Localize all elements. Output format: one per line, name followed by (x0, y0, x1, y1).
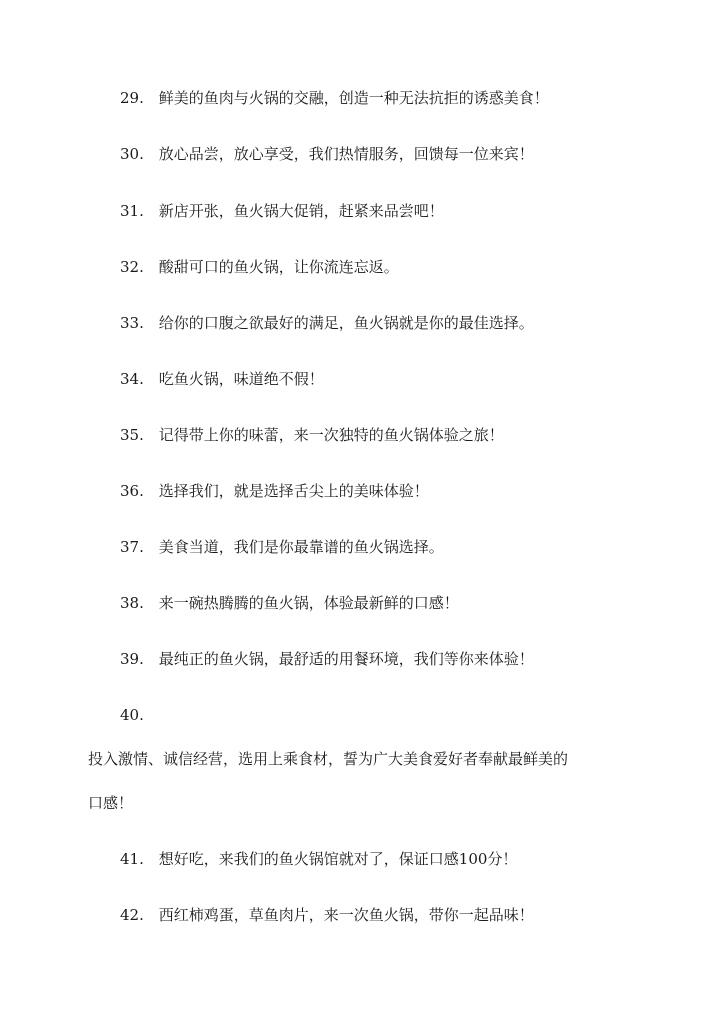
item-text: 想好吃，来我们的鱼火锅馆就对了，保证口感100分！ (158, 850, 518, 868)
list-item-29 (120, 88, 680, 108)
list-item-34 (120, 369, 680, 389)
list-item-36 (120, 481, 680, 501)
item-number: 41. (120, 850, 144, 868)
list-item-38 (120, 593, 680, 613)
list-item-41 (120, 849, 680, 869)
item-number: 34. (120, 370, 144, 388)
item-text: 吃鱼火锅，味道绝不假！ (158, 370, 324, 388)
item-text: 选择我们，就是选择舌尖上的美味体验！ (158, 482, 429, 500)
item-number: 38. (120, 594, 144, 612)
list-item-37 (120, 537, 680, 557)
item-text: 西红柿鸡蛋，草鱼肉片，来一次鱼火锅，带你一起品味！ (158, 906, 534, 924)
list-item-30 (120, 144, 680, 164)
item-number: 39. (120, 650, 144, 668)
item-text: 新店开张，鱼火锅大促销，赶紧来品尝吧！ (158, 202, 444, 220)
item-number: 29. (120, 89, 144, 107)
item-number: 32. (120, 258, 144, 276)
list-item-40-number (120, 705, 680, 725)
list-item-40-text-line-2: 口感！ (88, 794, 134, 812)
list-item-39 (120, 649, 680, 669)
item-number: 36. (120, 482, 144, 500)
list-item-33 (120, 313, 680, 333)
item-text: 酸甜可口的鱼火锅，让你流连忘返。 (158, 258, 399, 276)
item-text: 给你的口腹之欲最好的满足，鱼火锅就是你的最佳选择。 (158, 314, 534, 332)
item-text: 美食当道，我们是你最靠谱的鱼火锅选择。 (158, 538, 444, 556)
item-number: 33. (120, 314, 144, 332)
item-number: 42. (120, 906, 144, 924)
list-item-42 (120, 905, 680, 925)
item-text: 来一碗热腾腾的鱼火锅，体验最新鲜的口感！ (158, 594, 459, 612)
item-number: 30. (120, 145, 144, 163)
item-number: 35. (120, 426, 144, 444)
item-number: 31. (120, 202, 144, 220)
item-text: 记得带上你的味蕾，来一次独特的鱼火锅体验之旅！ (158, 426, 504, 444)
list-item-31 (120, 201, 680, 221)
list-item-32 (120, 257, 680, 277)
item-text: 最纯正的鱼火锅，最舒适的用餐环境，我们等你来体验！ (158, 650, 534, 668)
item-number: 37. (120, 538, 144, 556)
item-number: 40. (120, 706, 144, 724)
list-item-35 (120, 425, 680, 445)
list-item-40-text-line-1: 投入激情、诚信经营，选用上乘食材，誓为广大美食爱好者奉献最鲜美的 (88, 750, 569, 768)
item-text: 放心品尝，放心享受，我们热情服务，回馈每一位来宾！ (158, 145, 534, 163)
item-text: 鲜美的鱼肉与火锅的交融，创造一种无法抗拒的诱惑美食！ (158, 89, 549, 107)
